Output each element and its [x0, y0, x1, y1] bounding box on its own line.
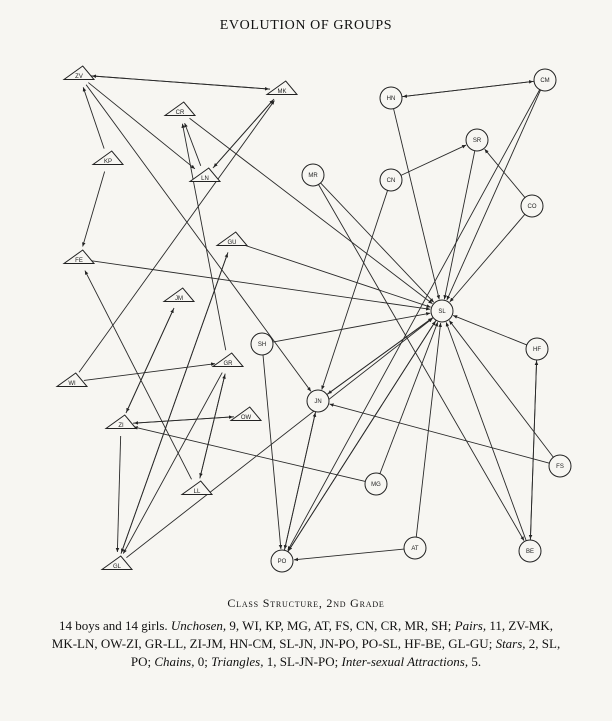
edge-zi-gl [117, 436, 120, 552]
edge-hn-sl [394, 109, 440, 300]
node-label: CN [386, 178, 396, 184]
edge-mr-sl [321, 183, 434, 302]
node-hn [380, 87, 402, 109]
node-label: BE [525, 549, 535, 555]
edge-cm-sl [447, 90, 541, 300]
stars-label: Stars, [495, 636, 526, 651]
node-label: GR [223, 361, 233, 367]
edge-mg-zi [134, 427, 366, 482]
node-mk [267, 81, 297, 95]
node-jn [307, 390, 329, 412]
node-label: JN [314, 399, 322, 405]
node-wi [57, 373, 87, 387]
node-label: MK [277, 89, 287, 95]
edge-mk-ln [214, 99, 274, 167]
node-label: ZV [75, 74, 83, 80]
node-label: HN [386, 96, 396, 102]
edge-cm-hn [403, 81, 534, 96]
edge-ln-cr [185, 123, 201, 166]
node-label: CO [527, 204, 537, 210]
node-sh [251, 333, 273, 355]
caption-intro: 14 boys and 14 girls. [58, 618, 168, 633]
node-label: GL [112, 564, 122, 570]
node-cm [534, 69, 556, 91]
edge-kp-zv [83, 87, 104, 148]
node-fs [549, 455, 571, 477]
node-label: JM [175, 296, 183, 302]
node-label: CM [540, 78, 550, 84]
chains-label: Chains, [154, 654, 195, 669]
node-label: CR [175, 110, 185, 116]
node-label: OW [240, 415, 252, 421]
edge-gr-cr [182, 124, 225, 350]
stars-text: 2, SL, PO; [130, 636, 561, 669]
edge-at-po [294, 549, 404, 560]
node-label: MG [371, 482, 381, 488]
edge-kp-fe [83, 172, 105, 247]
node-label: ZI [118, 423, 124, 429]
node-at [404, 537, 426, 559]
edge-cm-po [288, 90, 540, 551]
node-cn [380, 169, 402, 191]
edge-be-hf [530, 361, 536, 540]
node-hf [526, 338, 548, 360]
triangles-label: Triangles, [211, 654, 264, 669]
node-sr [466, 129, 488, 151]
node-label: KP [103, 159, 113, 165]
node-label: SH [257, 342, 267, 348]
edge-mk-zv [92, 76, 270, 89]
node-gl [102, 556, 132, 570]
node-label: MR [308, 173, 318, 179]
node-label: HF [533, 347, 541, 353]
intersexual-label: Inter-sexual Attractions, [341, 654, 469, 669]
edge-fs-jn [330, 404, 550, 463]
node-label: AT [411, 546, 419, 552]
node-mr [302, 164, 324, 186]
edge-cn-sr [401, 145, 466, 175]
edge-sh-po [263, 355, 281, 549]
edge-gl-sl [126, 318, 432, 557]
node-ll [182, 481, 212, 495]
edge-po-jn [284, 413, 315, 551]
node-cr [165, 102, 195, 116]
caption-body [46, 617, 566, 671]
unchosen-text: 9, WI, KP, MG, AT, FS, CN, CR, MR, SH; [229, 618, 452, 633]
node-ln [190, 168, 220, 182]
triangles-text: 1, SL-JN-PO; [266, 654, 339, 669]
caption-title: Class Structure, 2nd Grade [227, 596, 385, 610]
pairs-label: Pairs, [454, 618, 487, 633]
unchosen-label: Unchosen, [170, 618, 227, 633]
node-fe [64, 250, 94, 264]
node-label: LN [201, 176, 209, 182]
page-title: EVOLUTION OF GROUPS [219, 18, 393, 33]
edge-be-sl [446, 322, 526, 540]
node-be [519, 540, 541, 562]
edge-wi-gr [84, 364, 215, 381]
edge-zv-jn [86, 85, 311, 392]
node-label: FE [75, 258, 83, 264]
node-label: FS [556, 464, 564, 470]
node-label: WI [68, 381, 76, 387]
node-kp [93, 151, 123, 165]
node-co [521, 195, 543, 217]
node-po [271, 550, 293, 572]
node-label: LL [193, 489, 201, 495]
edge-co-sl [450, 214, 525, 302]
node-zv [64, 66, 94, 80]
edge-co-sr [485, 149, 525, 197]
node-zi [106, 415, 136, 429]
node-ow [231, 407, 261, 421]
node-gr [213, 353, 243, 367]
chains-text: 0; [197, 654, 208, 669]
edge-gr-gl [123, 373, 222, 554]
node-jm [164, 288, 194, 302]
edge-gu-sl [243, 245, 430, 307]
node-gu [217, 232, 247, 246]
node-sl [431, 300, 453, 322]
edge-wi-mk [79, 101, 274, 373]
node-label: SL [438, 309, 446, 315]
intersexual-text: 5. [471, 654, 482, 669]
edge-sr-sl [444, 151, 474, 299]
pairs-text: 11, ZV-MK, MK-LN, OW-ZI, GR-LL, ZI-JM, HN-CM, SL-JN, JN-PO, PO-SL, HF-BE, GL-GU; [51, 618, 554, 651]
node-mg [365, 473, 387, 495]
node-label: PO [277, 559, 287, 565]
node-label: GU [227, 240, 237, 246]
edge-at-sl [416, 323, 440, 537]
edge-mg-sl [380, 322, 438, 474]
node-layer [57, 66, 571, 572]
edge-mr-be [318, 185, 524, 541]
edge-zi-ow [133, 417, 233, 423]
node-label: SR [472, 138, 482, 144]
